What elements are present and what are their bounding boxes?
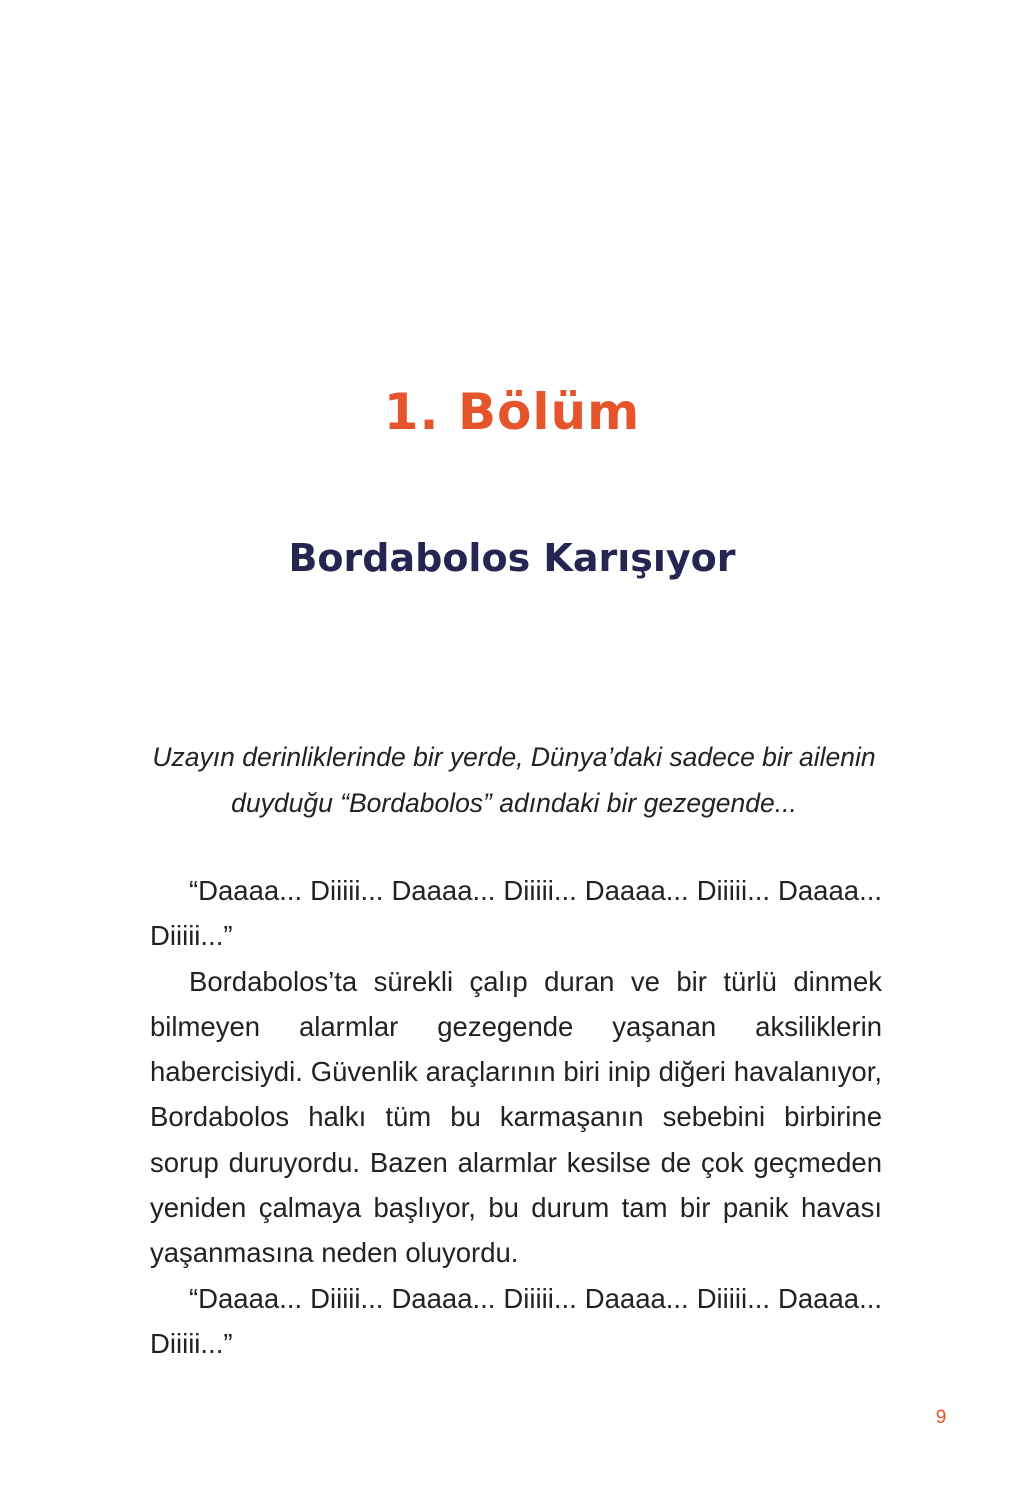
chapter-title: Bordabolos Karışıyor — [288, 536, 736, 580]
body-paragraph: “Daaaa... Diiiii... Daaaa... Diiiii... Daaaa... Diiiii... Daaaa... Diiiii...” — [150, 1282, 882, 1359]
body-text — [150, 868, 882, 1366]
intro-paragraph: Uzayın derinliklerinde bir yerde, Dünya’daki sadece bir ailenin duyduğu “Bordabolos” adındaki bir gezegende... — [152, 742, 876, 818]
page-number: 9 — [935, 1407, 947, 1428]
body-paragraph: Bordabolos’ta sürekli çalıp duran ve bir türlü dinmek bilmeyen alarmlar gezegende yaşanan aksiliklerin habercisiydi. Güvenlik araçlarının biri inip diğeri havalanıyor, Bordabolos halkı tüm bu karmaşanın sebebini birbirine sorup duruyordu. Bazen alarmlar kesilse de çok geçmeden yeniden çalmaya başlıyor, bu durum tam bir panik havası yaşanmasına neden oluyordu. — [150, 965, 882, 1269]
body-paragraph: “Daaaa... Diiiii... Daaaa... Diiiii... Daaaa... Diiiii... Daaaa... Diiiii...” — [150, 875, 882, 952]
chapter-number: 1. Bölüm — [383, 383, 641, 441]
